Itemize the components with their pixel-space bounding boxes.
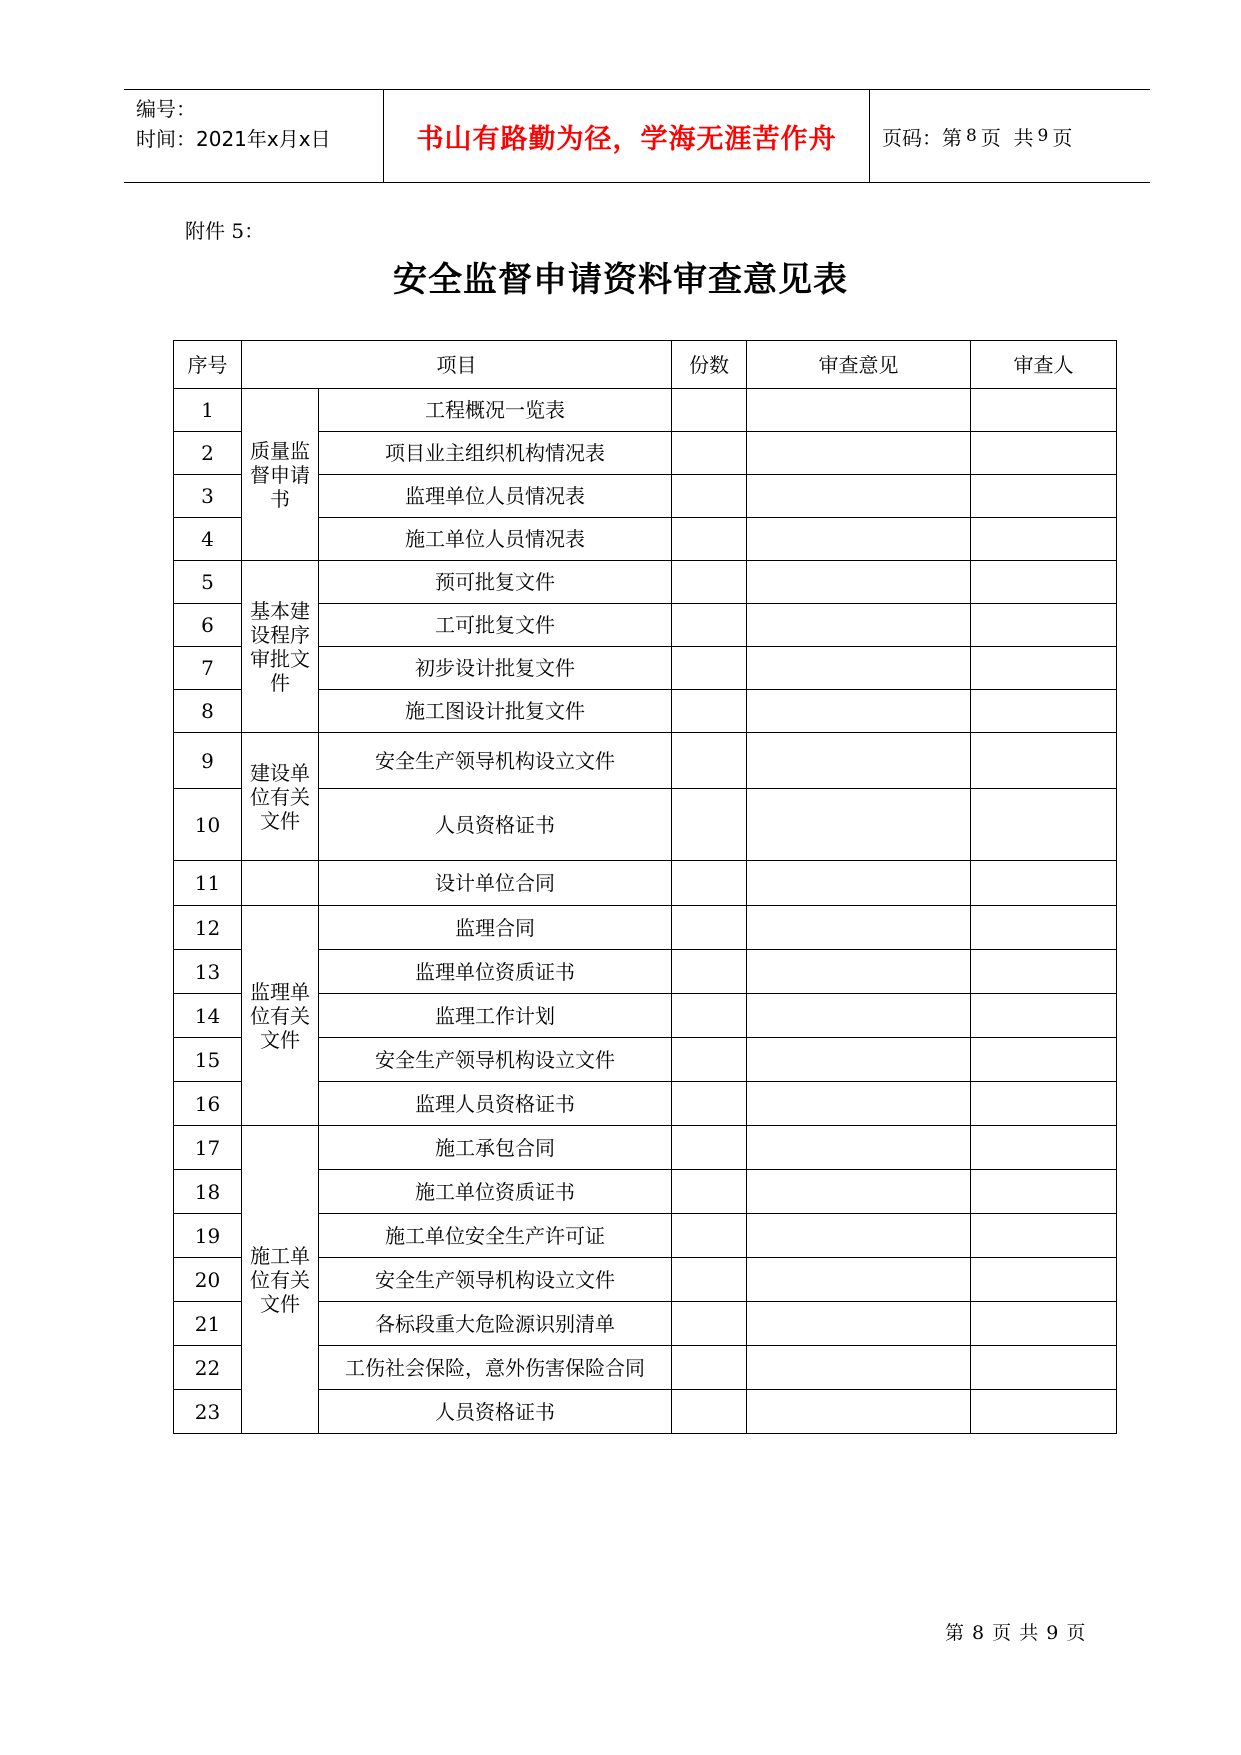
copies-cell[interactable] [672,861,747,906]
reviewer-cell[interactable] [971,950,1117,994]
table-header-row [174,341,1117,389]
group-label: 质量监督申请书 [242,389,319,561]
item-name: 监理单位人员情况表 [319,475,672,518]
reviewer-cell[interactable] [971,861,1117,906]
review-opinion-cell[interactable] [747,475,971,518]
item-name: 监理合同 [319,906,672,950]
group-label: 建设单位有关文件 [242,733,319,861]
copies-cell[interactable] [672,1346,747,1390]
item-name: 监理单位资质证书 [319,950,672,994]
copies-cell[interactable] [672,690,747,733]
review-opinion-cell[interactable] [747,994,971,1038]
copies-cell[interactable] [672,789,747,861]
review-opinion-cell[interactable] [747,518,971,561]
row-number: 6 [174,604,242,647]
row-number: 1 [174,389,242,432]
reviewer-cell[interactable] [971,1390,1117,1434]
item-name: 安全生产领导机构设立文件 [319,733,672,789]
review-table [173,340,1117,1434]
review-opinion-cell[interactable] [747,861,971,906]
reviewer-cell[interactable] [971,906,1117,950]
copies-cell[interactable] [672,733,747,789]
review-opinion-cell[interactable] [747,604,971,647]
review-table-body [174,341,1117,1434]
row-number: 22 [174,1346,242,1390]
item-name: 预可批复文件 [319,561,672,604]
table-row [174,561,1117,604]
row-number: 3 [174,475,242,518]
row-number: 19 [174,1214,242,1258]
review-opinion-cell[interactable] [747,1038,971,1082]
item-name: 施工单位资质证书 [319,1170,672,1214]
review-opinion-cell[interactable] [747,1258,971,1302]
number-label: 编号： [136,97,196,121]
copies-cell[interactable] [672,647,747,690]
review-opinion-cell[interactable] [747,432,971,475]
item-name: 人员资格证书 [319,789,672,861]
row-number: 23 [174,1390,242,1434]
row-number: 20 [174,1258,242,1302]
group-label [242,861,319,906]
copies-cell[interactable] [672,604,747,647]
group-label: 监理单位有关文件 [242,906,319,1126]
copies-cell[interactable] [672,1214,747,1258]
reviewer-cell[interactable] [971,733,1117,789]
reviewer-cell[interactable] [971,1038,1117,1082]
item-name: 项目业主组织机构情况表 [319,432,672,475]
item-name: 设计单位合同 [319,861,672,906]
page-total: 9 [1037,126,1049,146]
reviewer-cell[interactable] [971,1302,1117,1346]
copies-cell[interactable] [672,561,747,604]
row-number: 14 [174,994,242,1038]
reviewer-cell[interactable] [971,604,1117,647]
row-number: 17 [174,1126,242,1170]
copies-cell[interactable] [672,518,747,561]
table-row [174,733,1117,789]
reviewer-cell[interactable] [971,994,1117,1038]
review-opinion-cell[interactable] [747,1214,971,1258]
column-header: 份数 [672,341,747,389]
item-name: 工程概况一览表 [319,389,672,432]
group-label: 基本建设程序审批文件 [242,561,319,733]
reviewer-cell[interactable] [971,1346,1117,1390]
item-name: 初步设计批复文件 [319,647,672,690]
group-label: 施工单位有关文件 [242,1126,319,1434]
page-title: 安全监督申请资料审查意见表 [393,260,848,300]
copies-cell[interactable] [672,1082,747,1126]
copies-cell[interactable] [672,950,747,994]
copies-cell[interactable] [672,1258,747,1302]
review-opinion-cell[interactable] [747,1346,971,1390]
review-opinion-cell[interactable] [747,950,971,994]
copies-cell[interactable] [672,1170,747,1214]
row-number: 21 [174,1302,242,1346]
review-opinion-cell[interactable] [747,561,971,604]
item-name: 监理工作计划 [319,994,672,1038]
row-number: 8 [174,690,242,733]
reviewer-cell[interactable] [971,475,1117,518]
row-number: 13 [174,950,242,994]
column-header: 项目 [242,341,672,389]
page-current: 8 [966,126,977,146]
row-number: 15 [174,1038,242,1082]
copies-cell[interactable] [672,1390,747,1434]
reviewer-cell[interactable] [971,690,1117,733]
row-number: 10 [174,789,242,861]
item-name: 安全生产领导机构设立文件 [319,1258,672,1302]
header-meta [124,90,384,182]
item-name: 施工单位安全生产许可证 [319,1214,672,1258]
reviewer-cell[interactable] [971,1258,1117,1302]
table-row [174,906,1117,950]
row-number: 9 [174,733,242,789]
header-page-number: 页码：第 8 页 共 9 页 [882,125,1073,150]
reviewer-cell[interactable] [971,1214,1117,1258]
row-number: 11 [174,861,242,906]
review-opinion-cell[interactable] [747,1390,971,1434]
reviewer-cell[interactable] [971,561,1117,604]
review-opinion-cell[interactable] [747,1302,971,1346]
item-name: 安全生产领导机构设立文件 [319,1038,672,1082]
review-opinion-cell[interactable] [747,789,971,861]
reviewer-cell[interactable] [971,1082,1117,1126]
reviewer-cell[interactable] [971,432,1117,475]
table-row [174,1126,1117,1170]
time-label: 时间：2021年x月x日 [136,127,331,151]
copies-cell[interactable] [672,1302,747,1346]
review-opinion-cell[interactable] [747,733,971,789]
review-opinion-cell[interactable] [747,690,971,733]
reviewer-cell[interactable] [971,789,1117,861]
item-name: 监理人员资格证书 [319,1082,672,1126]
copies-cell[interactable] [672,906,747,950]
row-number: 2 [174,432,242,475]
reviewer-cell[interactable] [971,1170,1117,1214]
item-name: 施工承包合同 [319,1126,672,1170]
copies-cell[interactable] [672,994,747,1038]
page-header [124,89,1150,183]
row-number: 4 [174,518,242,561]
row-number: 12 [174,906,242,950]
table-row [174,861,1117,906]
attachment-label: 附件 5： [185,219,265,243]
copies-cell[interactable] [672,389,747,432]
item-name: 各标段重大危险源识别清单 [319,1302,672,1346]
row-number: 16 [174,1082,242,1126]
item-name: 工可批复文件 [319,604,672,647]
row-number: 7 [174,647,242,690]
copies-cell[interactable] [672,1038,747,1082]
column-header: 审查意见 [747,341,971,389]
review-opinion-cell[interactable] [747,1170,971,1214]
item-name: 施工单位人员情况表 [319,518,672,561]
reviewer-cell[interactable] [971,518,1117,561]
copies-cell[interactable] [672,475,747,518]
copies-cell[interactable] [672,1126,747,1170]
item-name: 施工图设计批复文件 [319,690,672,733]
row-number: 18 [174,1170,242,1214]
review-opinion-cell[interactable] [747,1126,971,1170]
column-header: 序号 [174,341,242,389]
item-name: 人员资格证书 [319,1390,672,1434]
column-header: 审查人 [971,341,1117,389]
review-opinion-cell[interactable] [747,1082,971,1126]
copies-cell[interactable] [672,432,747,475]
review-opinion-cell[interactable] [747,647,971,690]
item-name: 工伤社会保险，意外伤害保险合同 [319,1346,672,1390]
header-motto: 书山有路勤为径，学海无涯苦作舟 [384,90,870,182]
review-opinion-cell[interactable] [747,906,971,950]
review-opinion-cell[interactable] [747,389,971,432]
reviewer-cell[interactable] [971,389,1117,432]
row-number: 5 [174,561,242,604]
page-footer: 第 8 页 共 9 页 [945,1622,1087,1644]
table-row [174,389,1117,432]
reviewer-cell[interactable] [971,647,1117,690]
reviewer-cell[interactable] [971,1126,1117,1170]
